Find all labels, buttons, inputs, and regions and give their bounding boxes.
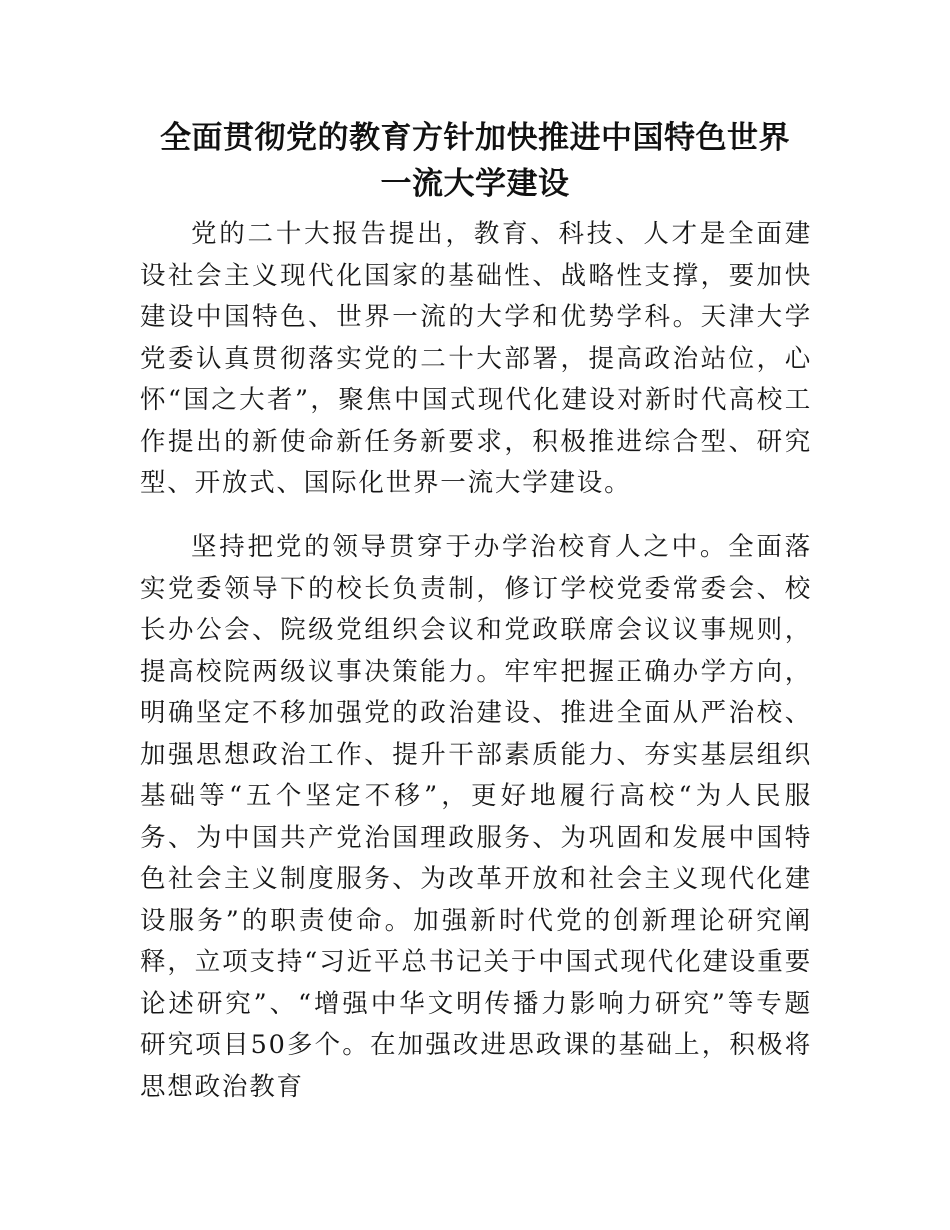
body-paragraph-2: 坚持把党的领导贯穿于办学治校育人之中。全面落实党委领导下的校长负责制，修订学校党委常委会、校长办公会、院级党组织会议和党政联席会议议事规则，提高校院两级议事决策能力。牢牢把握正确办学方向，明确坚定不移加强党的政治建设、推进全面从严治校、加强思想政治工作、提升干部素质能力、夯实基层组织基础等“五个坚定不移”，更好地履行高校“为人民服务、为中国共产党治国理政服务、为巩固和发展中国特色社会主义制度服务、为改革开放和社会主义现代化建设服务”的职责使命。加强新时代党的创新理论研究阐释，立项支持“习近平总书记关于中国式现代化建设重要论述研究”、“增强中华文明传播力影响力研究”等专题研究项目50多个。在加强改进思政课的基础上，积极将思想政治教育 bbox=[140, 532, 812, 1102]
document-title-line-1: 全面贯彻党的教育方针加快推进中国特色世界 bbox=[160, 120, 790, 156]
document-title-line-2: 一流大学建设 bbox=[380, 166, 570, 202]
body-paragraph-1: 党的二十大报告提出，教育、科技、人才是全面建设社会主义现代化国家的基础性、战略性支撑，要加快建设中国特色、世界一流的大学和优势学科。天津大学党委认真贯彻落实党的二十大部署，提高政治站位，心怀“国之大者”，聚焦中国式现代化建设对新时代高校工作提出的新使命新任务新要求，积极推进综合型、研究型、开放式、国际化世界一流大学建设。 bbox=[140, 219, 812, 498]
